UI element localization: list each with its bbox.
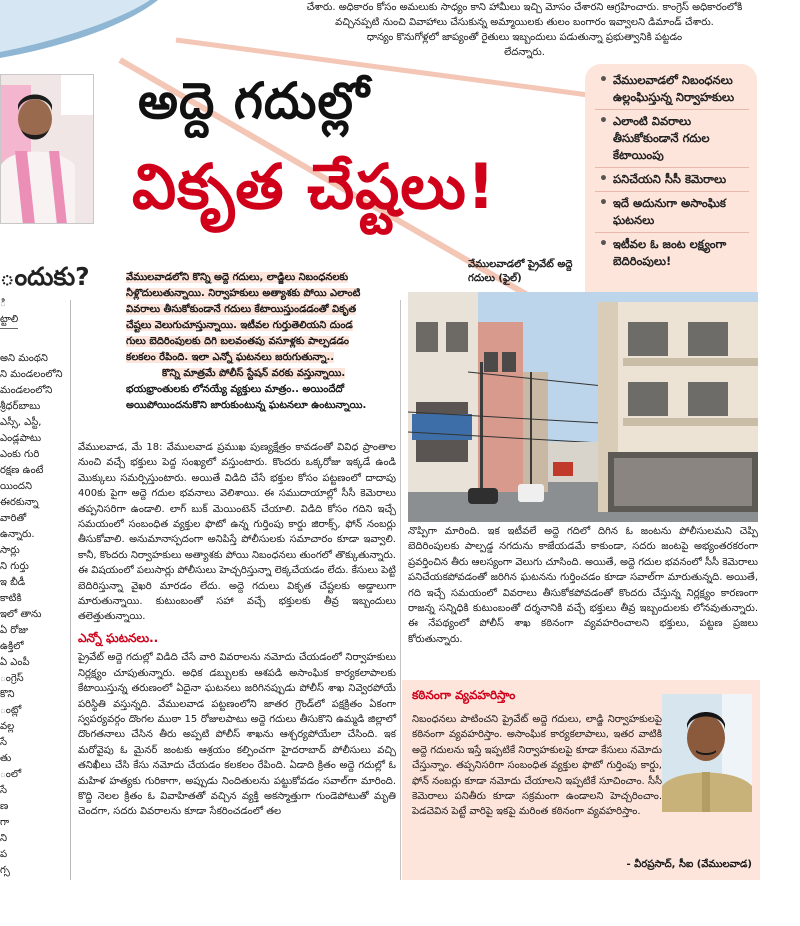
left-line: సే [0, 785, 8, 796]
left-line: సార్లు [0, 545, 20, 556]
left-line: ని మండలంలోని [0, 369, 63, 380]
officer-photo [662, 694, 752, 812]
headline-line-1: అద్దె గదుల్లో [138, 72, 370, 130]
headline-line-2: వికృత చేష్టలు! [132, 150, 497, 223]
main-article-column [78, 440, 396, 822]
left-line: వల్ల [0, 721, 15, 732]
left-line: ని గుర్తు [0, 561, 29, 572]
left-line: సే [0, 737, 8, 748]
left-line: రక్షణ ఉంటే [0, 465, 44, 476]
left-line: ఇ బీడీ [0, 577, 26, 588]
left-line: ఎండ్లపాటు [0, 433, 42, 444]
left-line: ంట్లో [0, 705, 22, 716]
top-line: వచ్చినప్పటి నుంచి వివాహాలు చేసుకున్న అమ్మాయిలకు తులం బంగారం ఇవ్వాలని డిమాండ్ చేశారు. [335, 17, 714, 28]
intro-line: గులు బెదిరింపులకు దిగి బలవంతపు వసూళ్లకు పాల్పడడం [126, 336, 350, 347]
quote-signature: - వీరప్రసాద్, సీఐ (వేములవాడ) [626, 859, 752, 870]
highlight-item: • ఇదే అదునుగా అసాంఘిక ఘటనలు [595, 195, 749, 233]
left-line: ఏ ఎంపీ [0, 657, 30, 668]
right-article-column [408, 524, 758, 647]
left-line: తు [0, 753, 12, 764]
left-line: వారితో [0, 513, 27, 524]
highlight-item: • ఎలాంటి వివరాలు తీసుకోకుండానే గదుల కేటాయింపు [595, 113, 749, 168]
photo-caption: వేములవాడలో ప్రైవేట్ అద్దె గదులు (ఫైల్) [468, 259, 573, 284]
highlights-list [595, 72, 749, 273]
left-story-heading: ందుకు? [0, 262, 90, 291]
left-line: మండలంలోని [0, 385, 53, 396]
intro-paragraph [126, 270, 398, 414]
left-line: ఉన్నారు. [0, 529, 35, 540]
left-line: ఎస్సీ, ఎస్టీ, [0, 417, 42, 428]
intro-line: భయభ్రాంతులకు లోనయ్యే వ్యక్తులు మాత్రం.. అయిందేదో [126, 384, 345, 395]
section-subheading: ఎన్నో ఘటనలు.. [78, 630, 159, 645]
highlight-item: • పనిచేయని సీసీ కెమెరాలు [595, 171, 749, 192]
quote-title: కఠినంగా వ్యవహరిస్తాం [412, 688, 516, 702]
left-line: ట్టాలి [0, 312, 18, 329]
column-divider [70, 300, 71, 880]
person-figure [1, 75, 94, 224]
intro-line: కొన్ని మాత్రమే పోలీస్ స్టేషన్ వరకు వస్తున్నాయి. [162, 368, 346, 379]
left-line: ని [0, 833, 8, 844]
intro-line: నీళ్లొదులుతున్నాయి. నిర్వాహకులు అత్యాశకు పోయి ఎలాంటి [126, 288, 361, 299]
left-line: గా [0, 817, 10, 828]
left-line: ఇలో తాను [0, 609, 42, 620]
left-line: ఈరకున్నా [0, 497, 39, 508]
highlight-item: • ఇటీవల ఓ జంట లక్ష్యంగా బెదిరింపులు! [595, 236, 749, 273]
highlights-box [585, 64, 757, 312]
top-line: ధాన్యం కొనుగోళ్లలో జాప్యంతో రైతులు ఇబ్బందులు పడుతున్నా ప్రభుత్వానికి పట్టడం [366, 32, 683, 43]
highlight-item: • వేములవాడలో నిబంధనలు ఉల్లంఘిస్తున్న నిర్వాహకులు [595, 72, 749, 110]
left-line: శ్రీధర్‌బాబు [0, 401, 41, 412]
left-line: ఎంకు గురి [0, 449, 40, 460]
column-divider [400, 300, 401, 880]
left-line: గ్స [0, 865, 10, 876]
left-line [0, 335, 66, 351]
article-paragraph: వేములవాడ, మే 18: వేములవాడ ప్రముఖ పుణ్యక్షేత్రం కావడంతో వివిధ ప్రాంతాల నుంచి వచ్చే భక్తులు పెద్ద సంఖ్యలో వస్తుంటారు. కొందరు ఒక్కరోజు ఇక్కడే ఉండి మొక్కులు సమర్పిస్తుంటారు. అయితే విడిది చేసే భక్తుల కోసం పట్టణంలో దాదాపు 400కు పైగా అద్దె గదుల భవనాలు వెలిశాయి. ఈ సముదాయాల్లో సీసీ కెమెరాలు తప్పనిసరిగా ఉండాలి. లాగ్ బుక్ మెయింటెన్ చేయాలి. విడిది కోసం గదిని ఇచ్చే సమయంలో సంబంధిత వ్యక్తుల ఫొటో ఉన్న గుర్తింపు కార్డు జిరాక్స్, ఫోన్ నంబర్లు తీసుకోవాలి. అనుమానాస్పదంగా అనిపిస్తే పోలీసులకు సమాచారం కూడా ఇవ్వాలి. కానీ, కొందరు నిర్వాహకులు అత్యాశకు పోయి నిబంధనలు తుంగలో తొక్కుతున్నారు. ఈ విషయంలో పలుసార్లు పోలీసులు హెచ్చరిస్తున్నా లెక్కచేయడం లేదు. కేసులు పెట్టి బెదిరిస్తున్నా వైఖరి మారడం లేదు. అద్దె గదులు వికృత చేష్టలకు అడ్డాలుగా మారుతున్నాయి. కుటుంబంతో సహా వచ్చే భక్తులకు తీవ్ర ఇబ్బందులు తలెత్తుతున్నాయి. [78, 442, 396, 623]
intro-line: అయిపోయిందనుకొని జారుకుంటున్న ఘటనలూ ఉంటున్నాయి. [126, 400, 367, 411]
left-column-text [0, 296, 66, 879]
left-line: ి [0, 298, 6, 309]
left-line: ణ [0, 801, 9, 812]
left-line: యిందని [0, 481, 33, 492]
quote-text: నిబంధనలు పాటించని ప్రైవేట్ అద్దె గదులు, లాడ్జి నిర్వాహకులపై కఠినంగా వ్యవహరిస్తాం. అసాంఘిక కార్యకలాపాలు, ఇతర వాటికి అద్దె గదులను ఇస్తే ఇప్పటికే నిర్వాహకులపై కూడా కేసులు నమోదు చేస్తున్నాం. తప్పనిసరిగా సంబంధిత వ్యక్తుల ఫొటో గుర్తింపు కార్డు, ఫోన్ నంబర్లు కూడా నమోదు చేయాలని ఇప్పటికే సూచించాం. సీసీ కెమెరాలు పనితీరు కూడా సక్రమంగా ఉండాలని హెచ్చరించాం. పెడచెవిన పెట్టే వారిపై ఇకపై మరింత కఠినంగా వ్యవహరిస్తాం. [412, 714, 662, 818]
left-line: ంగ్రెస్ [0, 673, 24, 684]
left-line: కాటికి [0, 593, 22, 604]
left-line: ంలో [0, 769, 22, 780]
left-line: అని మంథని [0, 353, 48, 364]
left-line: ఏ రోజు [0, 625, 28, 636]
article-paragraph: నొప్పిగా మారింది. ఇక ఇటీవలే అద్దె గదిలో దిగిన ఓ జంటను పోలీసులమని చెప్పి బెదిరింపులకు పాల్పడ్డ నగదును కాజేయడమే కాకుండా, సదరు జంటపై అభ్యంతరకరంగా ప్రవర్తించిన తీరు ఆలస్యంగా వెలుగు చూసింది. అయితే, అద్దె గదుల భవనంలో సీసీ కెమెరాలు పనిచేయకపోవడంతో జరిగిన ఘటనను గుర్తించడం కూడా సవాల్‌గా మారుతున్నది. అయితే, గది ఇచ్చే సమయంలో వివరాలు తీసుకోకపోవడంతో కొందరు చేస్తున్న నిర్లక్ష్యం కారణంగా రాజన్న సన్నిధికి కుటుంబంతో దర్శనానికి వచ్చే భక్తులు తీవ్ర ఇబ్బందులకు లోనవుతున్నారు. ఈ నేపథ్యంలో పోలీస్ శాఖ కఠినంగా వ్యవహరించాలని భక్తులు, పట్టణ ప్రజలు కోరుతున్నారు. [408, 526, 758, 645]
intro-line: చేష్టలు వెలుగుచూస్తున్నాయి. ఇటీవల గుర్తుతెలియని దుండ [126, 320, 353, 331]
street-photo [408, 292, 758, 522]
officer-figure [662, 694, 752, 812]
intro-line: కలకలం రేపింది. ఇలా ఎన్నో ఘటనలు జరుగుతున్నా.. [126, 352, 335, 363]
top-line: చేశారు. అధికారం కోసం అమలుకు సాధ్యం కాని హామీలు ఇచ్చి మోసం చేశారని ఆగ్రహించారు. కాంగ్రెస్ అధికారంలోకి [306, 2, 743, 13]
left-line: ప [0, 849, 8, 860]
intro-line: వేములవాడలోని కొన్ని అద్దె గదులు, లాడ్జిలు నిబంధనలకు [126, 272, 349, 283]
top-line: లేదన్నారు. [504, 47, 545, 58]
street-scene [408, 292, 758, 522]
left-line: ఉక్తిలో [0, 641, 24, 652]
article-paragraph: ప్రైవేట్ అద్దె గదుల్లో విడిది చేసే వారి వివరాలను నమోదు చేయడంలో నిర్వాహకులు నిర్లక్ష్యం చూపుతున్నారు. అధిక డబ్బులకు ఆశపడి అసాంఘిక కార్యకలాపాలకు కేటాయిస్తున్న తరుణంలో ఏదైనా ఘటనలు జరిగినప్పుడు పోలీస్ శాఖ నివ్వెరపోయే పరిస్థితి వస్తున్నది. వేములవాడ పట్టణంలోని జాతర గ్రౌండ్‌లో పక్షక్రితం ఏకంగా స్వపర్యవర్గం దొంగల ముఠా 15 రోజులపాటు అద్దె గదులు తీసుకొని ఉమ్మడి జిల్లాలో దొంగతనాలు చేసిన తీరు అప్పటి పోలీస్ శాఖను ఆశ్చర్యపోయేలా చేసింది. ఇక మరోవైపు ఓ మైనర్ జంటకు ఆశ్రయం కల్పించగా హైదరాబాద్ పోలీసులు వచ్చి తనిఖీలు చేసి కేసు నమోదు చేయడం కలకలం రేపింది. ఏడాది క్రితం అద్దె గదుల్లో ఓ మహిళ హత్యకు గురికాగా, అప్పుడు నిందితులను పట్టుకోవడం సవాల్‌గా మారింది. కొద్ది నెలల క్రితం ఓ వివాహితతో వచ్చిన వ్యక్తి అకస్మాత్తుగా గుండెపోటుతో మృతి చెందగా, సదరు వివరాలను కూడా సేకరించడంలో తల [78, 652, 396, 818]
left-line: కొని [0, 689, 15, 700]
intro-line: వివరాలు తీసుకోకుండానే గదులు కేటాయిస్తుండడంతో వికృత [126, 304, 357, 315]
politician-photo [0, 74, 94, 224]
